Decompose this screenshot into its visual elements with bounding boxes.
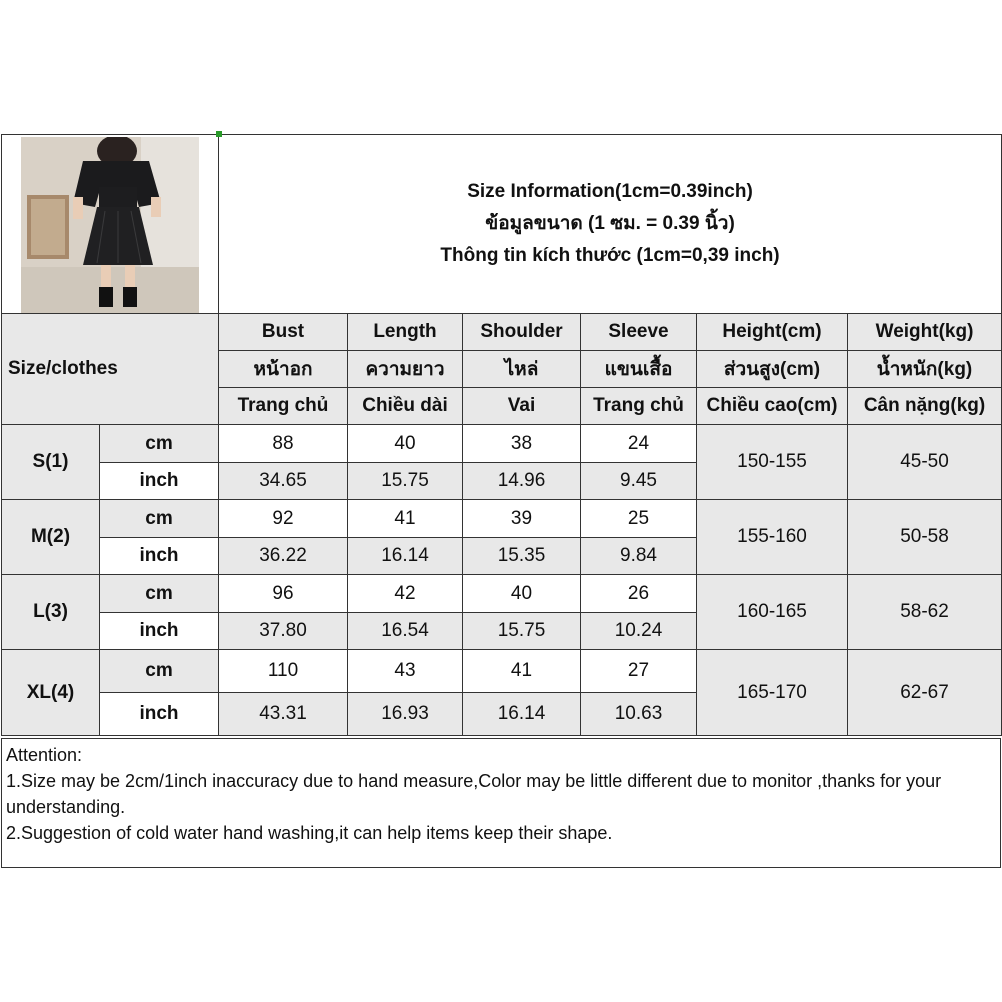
shoulder-inch: 14.96 — [463, 463, 581, 500]
bust-cm: 110 — [219, 650, 348, 693]
col-shoulder-vi: Vai — [463, 388, 581, 425]
col-weight-en: Weight(kg) — [848, 314, 1002, 351]
col-length-th: ความยาว — [348, 351, 463, 388]
green-corner-marker — [216, 131, 222, 137]
height-range: 150-155 — [697, 425, 848, 500]
length-inch: 16.93 — [348, 693, 463, 736]
bust-cm: 92 — [219, 500, 348, 538]
shoulder-cm: 41 — [463, 650, 581, 693]
size-name: M(2) — [2, 500, 100, 575]
height-range: 155-160 — [697, 500, 848, 575]
size-name: XL(4) — [2, 650, 100, 736]
length-cm: 40 — [348, 425, 463, 463]
length-cm: 42 — [348, 575, 463, 613]
col-height-vi: Chiều cao(cm) — [697, 388, 848, 425]
sleeve-cm: 27 — [581, 650, 697, 693]
info-line-vietnamese: Thông tin kích thước (1cm=0,39 inch) — [440, 245, 780, 266]
weight-range: 45-50 — [848, 425, 1002, 500]
attention-title: Attention: — [6, 745, 83, 765]
unit-inch: inch — [100, 538, 219, 575]
sleeve-cm: 25 — [581, 500, 697, 538]
bust-cm: 88 — [219, 425, 348, 463]
sleeve-cm: 26 — [581, 575, 697, 613]
col-sleeve-en: Sleeve — [581, 314, 697, 351]
table-row — [2, 575, 1002, 613]
length-cm: 41 — [348, 500, 463, 538]
shoulder-cm: 39 — [463, 500, 581, 538]
model-image — [21, 137, 199, 313]
shoulder-inch: 15.75 — [463, 613, 581, 650]
shoulder-cm: 40 — [463, 575, 581, 613]
shoulder-cm: 38 — [463, 425, 581, 463]
length-inch: 16.14 — [348, 538, 463, 575]
length-cm: 43 — [348, 650, 463, 693]
height-range: 165-170 — [697, 650, 848, 736]
col-length-en: Length — [348, 314, 463, 351]
unit-cm: cm — [100, 500, 219, 538]
col-shoulder-th: ไหล่ — [463, 351, 581, 388]
size-chart-table — [1, 134, 1002, 736]
col-sleeve-vi: Trang chủ — [581, 388, 697, 425]
attention-notes — [1, 738, 1001, 868]
table-row — [2, 650, 1002, 693]
unit-cm: cm — [100, 425, 219, 463]
col-sleeve-th: แขนเสื้อ — [581, 351, 697, 388]
size-information-header — [219, 135, 1002, 314]
sleeve-cm: 24 — [581, 425, 697, 463]
col-length-vi: Chiều dài — [348, 388, 463, 425]
col-height-th: ส่วนสูง(cm) — [697, 351, 848, 388]
weight-range: 50-58 — [848, 500, 1002, 575]
weight-range: 62-67 — [848, 650, 1002, 736]
length-inch: 15.75 — [348, 463, 463, 500]
col-weight-th: น้ำหนัก(kg) — [848, 351, 1002, 388]
unit-cm: cm — [100, 650, 219, 693]
col-bust-th: หน้าอก — [219, 351, 348, 388]
size-name: S(1) — [2, 425, 100, 500]
length-inch: 16.54 — [348, 613, 463, 650]
bust-inch: 37.80 — [219, 613, 348, 650]
bust-inch: 43.31 — [219, 693, 348, 736]
bust-inch: 36.22 — [219, 538, 348, 575]
table-row — [2, 425, 1002, 463]
unit-inch: inch — [100, 693, 219, 736]
attention-note-1: 1.Size may be 2cm/1inch inaccuracy due to hand measure,Color may be little different due to monitor ,thanks for your understanding. — [6, 771, 942, 817]
product-photo-cell — [2, 135, 219, 314]
bust-cm: 96 — [219, 575, 348, 613]
unit-cm: cm — [100, 575, 219, 613]
col-bust-en: Bust — [219, 314, 348, 351]
product-photo — [21, 137, 199, 313]
shoulder-inch: 16.14 — [463, 693, 581, 736]
col-shoulder-en: Shoulder — [463, 314, 581, 351]
col-weight-vi: Cân nặng(kg) — [848, 388, 1002, 425]
bust-inch: 34.65 — [219, 463, 348, 500]
table-row — [2, 500, 1002, 538]
weight-range: 58-62 — [848, 575, 1002, 650]
col-bust-vi: Trang chủ — [219, 388, 348, 425]
sleeve-inch: 9.84 — [581, 538, 697, 575]
col-height-en: Height(cm) — [697, 314, 848, 351]
size-clothes-label: Size/clothes — [2, 314, 219, 425]
sleeve-inch: 9.45 — [581, 463, 697, 500]
info-line-english: Size Information(1cm=0.39inch) — [467, 181, 753, 202]
sleeve-inch: 10.63 — [581, 693, 697, 736]
unit-inch: inch — [100, 463, 219, 500]
sleeve-inch: 10.24 — [581, 613, 697, 650]
shoulder-inch: 15.35 — [463, 538, 581, 575]
height-range: 160-165 — [697, 575, 848, 650]
unit-inch: inch — [100, 613, 219, 650]
info-line-thai: ข้อมูลขนาด (1 ซม. = 0.39 นิ้ว) — [485, 213, 735, 234]
size-name: L(3) — [2, 575, 100, 650]
attention-note-2: 2.Suggestion of cold water hand washing,it can help items keep their shape. — [6, 823, 613, 843]
